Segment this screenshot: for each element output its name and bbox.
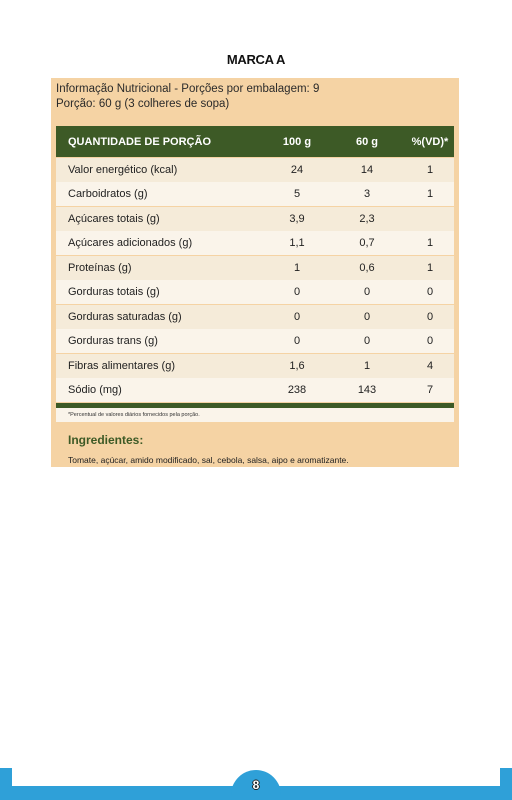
header-daily-value: %(VD)*: [411, 135, 449, 148]
nutrient-name: Valor energético (kcal): [68, 163, 178, 176]
value-dv: 0: [426, 335, 434, 347]
table-row: [56, 256, 454, 280]
servings-per-package: Informação Nutricional - Porções por embalagem: 9: [56, 83, 320, 95]
nutrition-panel: [51, 78, 459, 467]
table-row: [56, 378, 454, 402]
ingredients-title: Ingredientes:: [68, 433, 144, 447]
value-100g: 1,1: [289, 237, 305, 249]
value-60g: 0,6: [359, 261, 375, 274]
nutrient-name: Açúcares adicionados (g): [68, 237, 193, 249]
nutrient-name: Gorduras trans (g): [68, 335, 158, 347]
value-60g: 0: [363, 310, 371, 323]
value-100g: 5: [293, 188, 301, 200]
value-60g: 0: [363, 335, 371, 347]
value-60g: 143: [357, 384, 377, 396]
value-60g: 0,7: [359, 237, 375, 249]
value-dv: 0: [426, 310, 434, 323]
table-row: [56, 231, 454, 255]
value-100g: 3,9: [289, 212, 305, 225]
table-row: [56, 280, 454, 304]
value-dv: 0: [426, 286, 434, 298]
nutrient-name: Carboidratos (g): [68, 188, 148, 200]
nutrient-name: Gorduras saturadas (g): [68, 310, 182, 323]
value-dv: 1: [426, 188, 434, 200]
table-row: [56, 207, 454, 231]
value-100g: 0: [293, 286, 301, 298]
value-dv: 1: [426, 163, 434, 176]
value-60g: 14: [360, 163, 374, 176]
ingredients-text: Tomate, açúcar, amido modificado, sal, cebola, salsa, aipo e aromatizante.: [68, 455, 349, 465]
table-row: [56, 158, 454, 182]
value-dv: 1: [426, 261, 434, 274]
value-60g: 2,3: [359, 212, 375, 225]
table-row: [56, 329, 454, 353]
value-100g: 24: [290, 163, 304, 176]
header-60g: 60 g: [355, 135, 378, 148]
serving-info: [56, 82, 319, 112]
value-dv: 7: [426, 384, 434, 396]
table-row: [56, 305, 454, 329]
table-row: [56, 354, 454, 378]
value-dv: 1: [426, 237, 434, 249]
header-100g: 100 g: [282, 135, 312, 148]
page-number: 8: [252, 778, 260, 792]
value-60g: 1: [363, 359, 371, 372]
value-100g: 1,6: [289, 359, 305, 372]
value-60g: 0: [363, 286, 371, 298]
nutrient-name: Fibras alimentares (g): [68, 359, 175, 372]
brand-title: MARCA A: [226, 52, 286, 67]
value-60g: 3: [363, 188, 371, 200]
table-row: [56, 182, 454, 206]
value-100g: 0: [293, 335, 301, 347]
table-header: [56, 126, 454, 157]
header-portion-quantity: QUANTIDADE DE PORÇÃO: [68, 135, 212, 148]
serving-size: Porção: 60 g (3 colheres de sopa): [56, 98, 230, 110]
nutrient-name: Proteínas (g): [68, 261, 132, 274]
value-100g: 1: [293, 261, 301, 274]
value-100g: 0: [293, 310, 301, 323]
value-100g: 238: [287, 384, 307, 396]
nutrient-name: Gorduras totais (g): [68, 286, 160, 298]
nutrition-table: [56, 126, 454, 422]
daily-value-footnote: *Percentual de valores diários fornecidos pela porção.: [56, 408, 454, 422]
nutrient-name: Açúcares totais (g): [68, 212, 160, 225]
value-dv: 4: [426, 359, 434, 372]
nutrient-name: Sódio (mg): [68, 384, 122, 396]
